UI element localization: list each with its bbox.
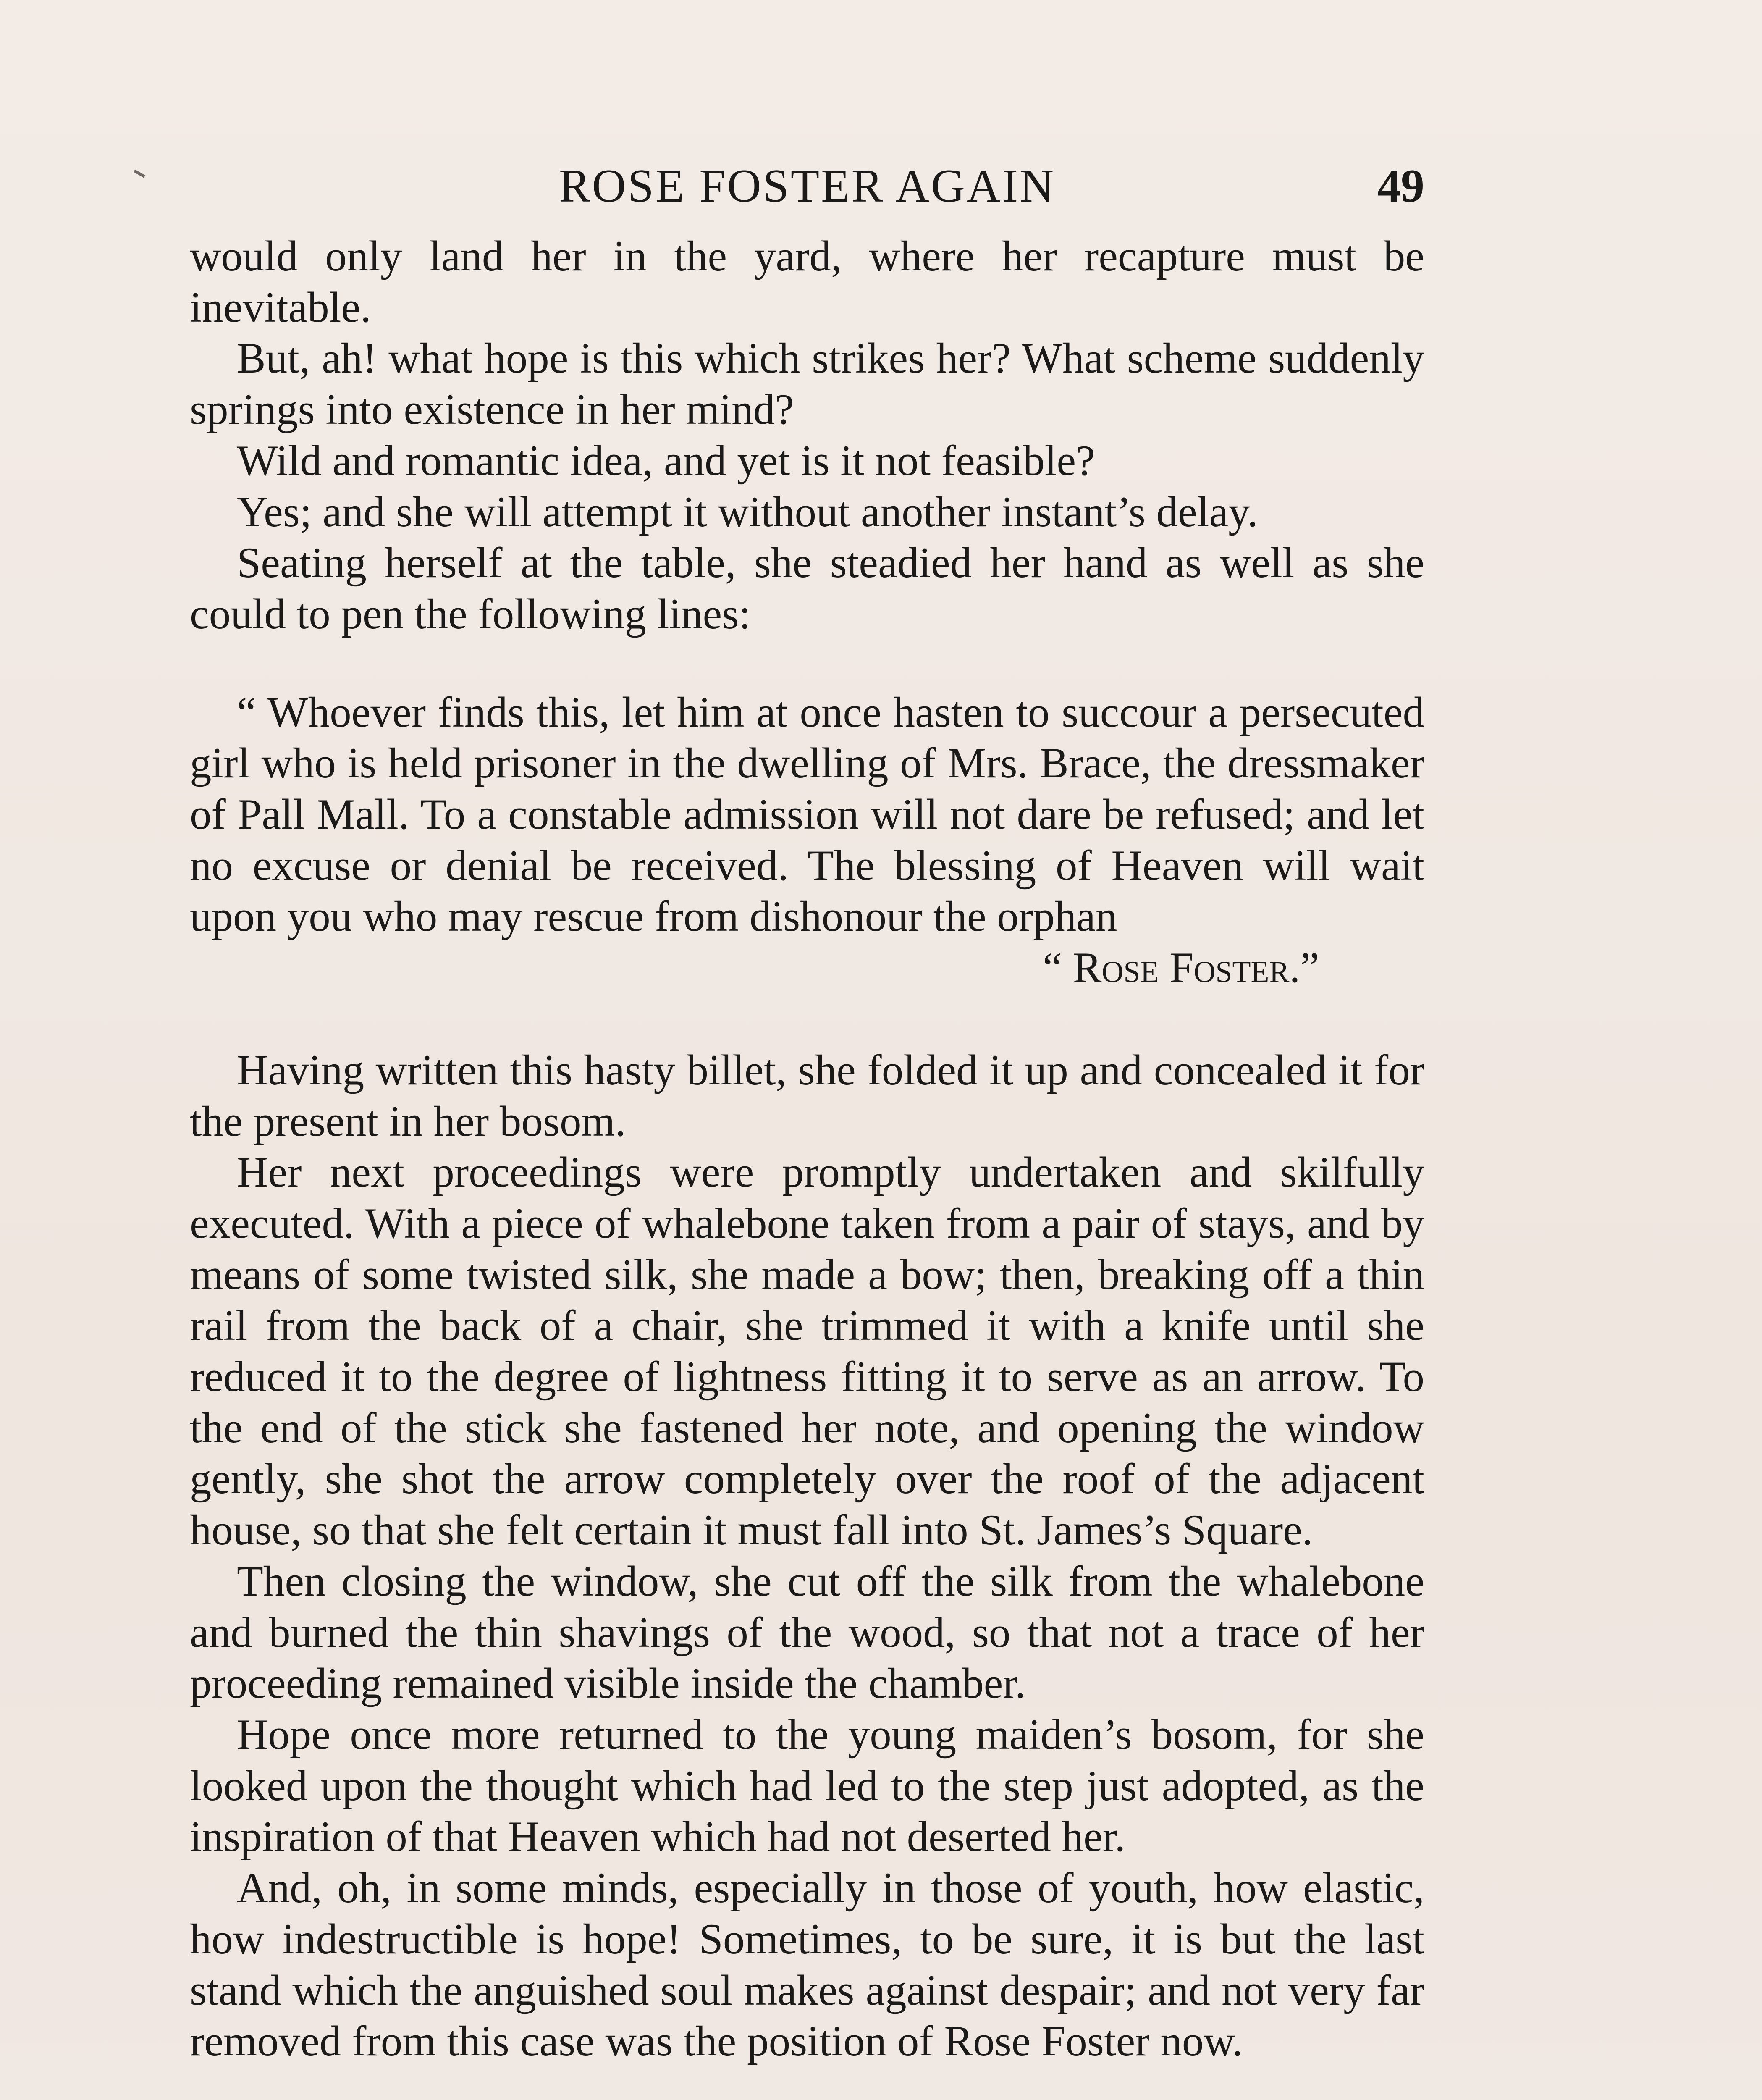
letter-signature: “ Rose Foster.” xyxy=(1043,944,1319,992)
paragraph: And, oh, in some minds, especially in those of youth, how elastic, how indestructible is hope! Sometimes, to be sure, it is but the last stand which the anguished soul makes against despair; and not very far removed from this case was the position of Rose Foster now. xyxy=(190,1864,1424,2066)
page-number: 49 xyxy=(1377,160,1424,212)
page-text-block xyxy=(190,143,1424,2067)
paragraph: Yes; and she will attempt it without another instant’s delay. xyxy=(237,488,1258,536)
page-speck-mark xyxy=(134,169,145,178)
paragraph: But, ah! what hope is this which strikes her? What scheme suddenly springs into existence in her mind? xyxy=(190,334,1424,434)
running-title: ROSE FOSTER AGAIN xyxy=(559,160,1055,212)
paragraph: Hope once more returned to the young maiden’s bosom, for she looked upon the thought which had led to the step just adopted, as the inspiration of that Heaven which had not deserted her. xyxy=(190,1710,1424,1861)
quoted-letter xyxy=(190,687,1424,994)
paragraph: would only land her in the yard, where her recapture must be inevitable. xyxy=(190,232,1424,331)
body-text xyxy=(190,231,1424,2067)
running-header xyxy=(190,143,1424,231)
paragraph: Seating herself at the table, she steadied her hand as well as she could to pen the following lines: xyxy=(190,539,1424,638)
paragraph: Wild and romantic idea, and yet is it not feasible? xyxy=(237,436,1095,485)
paragraph: Having written this hasty billet, she folded it up and concealed it for the present in her bosom. xyxy=(190,1046,1424,1145)
letter-body: “ Whoever finds this, let him at once hasten to succour a persecuted girl who is held prisoner in the dwelling of Mrs. Brace, the dressmaker of Pall Mall. To a constable admission will not dare be refused; and let no excuse or denial be received. The blessing of Heaven will wait upon you who may rescue from dishonour the orphan xyxy=(190,688,1424,941)
paragraph: Her next proceedings were promptly undertaken and skilfully executed. With a piece of whalebone taken from a pair of stays, and by means of some twisted silk, she made a bow; then, breaking off a thin rail from the back of a chair, she trimmed it with a knife until she reduced it to the degree of lightness fitting it to serve as an arrow. To the end of the stick she fastened her note, and opening the window gently, she shot the arrow completely over the roof of the adjacent house, so that she felt certain it must fall into St. James’s Square. xyxy=(190,1148,1424,1554)
paragraph: Then closing the window, she cut off the silk from the whalebone and burned the thin shavings of the wood, so that not a trace of her proceeding remained visible inside the chamber. xyxy=(190,1557,1424,1708)
